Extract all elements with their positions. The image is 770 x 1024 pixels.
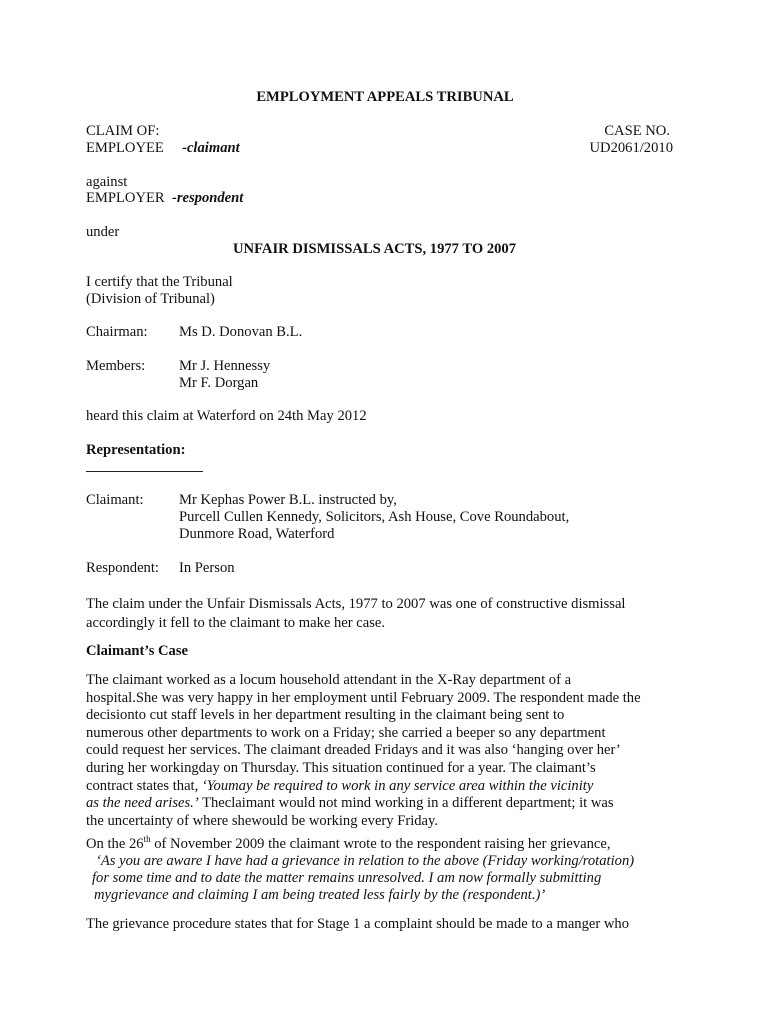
employer-label: EMPLOYER (86, 190, 165, 206)
contract-prefix: contract states that, (86, 777, 199, 794)
november-line (86, 836, 611, 853)
respondent-tag: -respondent (171, 190, 244, 206)
representation-heading: Representation: (86, 442, 186, 458)
certify-line-2: (Division of Tribunal) (86, 291, 215, 307)
paragraph-line: during her workingday on Thursday. This situation continued for a year. The claimant’s (86, 759, 596, 776)
tribunal-title: EMPLOYMENT APPEALS TRIBUNAL (256, 89, 514, 105)
heard-line: heard this claim at Waterford on 24th May 2012 (86, 408, 367, 424)
paragraph-line: decisionto cut staff levels in her department resulting in the claimant being sent to (86, 707, 565, 724)
paragraph-line: hospital.She was very happy in her employment until February 2009. The respondent made the (86, 689, 641, 706)
members-label: Members: (86, 358, 146, 374)
chairman-name: Ms D. Donovan B.L. (179, 324, 303, 340)
respondent-rep-value: In Person (179, 560, 235, 576)
quote-line: for some time and to date the matter remains unresolved. I am now formally submitting (92, 870, 602, 886)
claimant-tag: -claimant (182, 140, 240, 156)
case-paragraph (86, 672, 682, 830)
employee-label: EMPLOYEE (86, 140, 164, 156)
claimant-rep-line: Mr Kephas Power B.L. instructed by, (179, 492, 397, 508)
claimant-rep-label: Claimant: (86, 492, 144, 508)
employer-line (86, 190, 243, 207)
against-text: against (86, 174, 128, 190)
ordinal-suffix: th (143, 834, 151, 845)
claimant-rep-line: Purcell Cullen Kennedy, Solicitors, Ash House, Cove Roundabout, (179, 509, 570, 525)
paragraph-line: the uncertainty of where shewould be working every Friday. (86, 812, 439, 829)
paragraph-line: numerous other departments to work on a Friday; she carried a beeper so any department (86, 724, 606, 741)
representation-underline (86, 471, 203, 472)
contract-quote: ‘Youmay be required to work in any service area within the vicinity (201, 777, 594, 794)
paragraph-line: could request her services. The claimant dreaded Fridays and it was also ‘hanging over her’ (86, 742, 621, 759)
contract-suffix: Theclaimant would not mind working in a different department; it was (202, 795, 614, 812)
case-no-label: CASE NO. (604, 123, 670, 139)
quote-line: mygrievance and claiming I am being treated less fairly by the (respondent.)’ (94, 887, 546, 903)
certify-line-1: I certify that the Tribunal (86, 274, 233, 290)
claim-of-label: CLAIM OF: (86, 123, 160, 139)
claim-paragraph (86, 595, 682, 633)
quote-line: ‘As you are aware I have had a grievance in relation to the above (Friday working/rotation) (96, 853, 635, 869)
procedure-line: The grievance procedure states that for Stage 1 a complaint should be made to a manger who (86, 916, 630, 932)
case-number: UD2061/2010 (589, 140, 673, 156)
member-2: Mr F. Dorgan (179, 375, 259, 391)
november-prefix: On the 26 (86, 836, 144, 852)
paragraph-line: The claim under the Unfair Dismissals Acts, 1977 to 2007 was one of constructive dismissal (86, 596, 626, 612)
member-1: Mr J. Hennessy (179, 358, 271, 374)
acts-heading: UNFAIR DISMISSALS ACTS, 1977 TO 2007 (233, 241, 517, 257)
paragraph-line: accordingly it fell to the claimant to make her case. (86, 615, 386, 631)
paragraph-line (86, 795, 682, 813)
grievance-quote (92, 853, 634, 904)
paragraph-line: The claimant worked as a locum household attendant in the X-Ray department of a (86, 672, 572, 688)
respondent-rep-label: Respondent: (86, 560, 159, 576)
contract-quote: as the need arises.’ (86, 795, 199, 812)
claimants-case-heading: Claimant’s Case (86, 643, 189, 659)
employee-line (86, 140, 240, 157)
claimant-rep-line: Dunmore Road, Waterford (179, 526, 335, 542)
paragraph-line (86, 778, 682, 796)
november-suffix: of November 2009 the claimant wrote to the respondent raising her grievance, (150, 836, 611, 852)
chairman-label: Chairman: (86, 324, 148, 340)
under-text: under (86, 224, 120, 240)
